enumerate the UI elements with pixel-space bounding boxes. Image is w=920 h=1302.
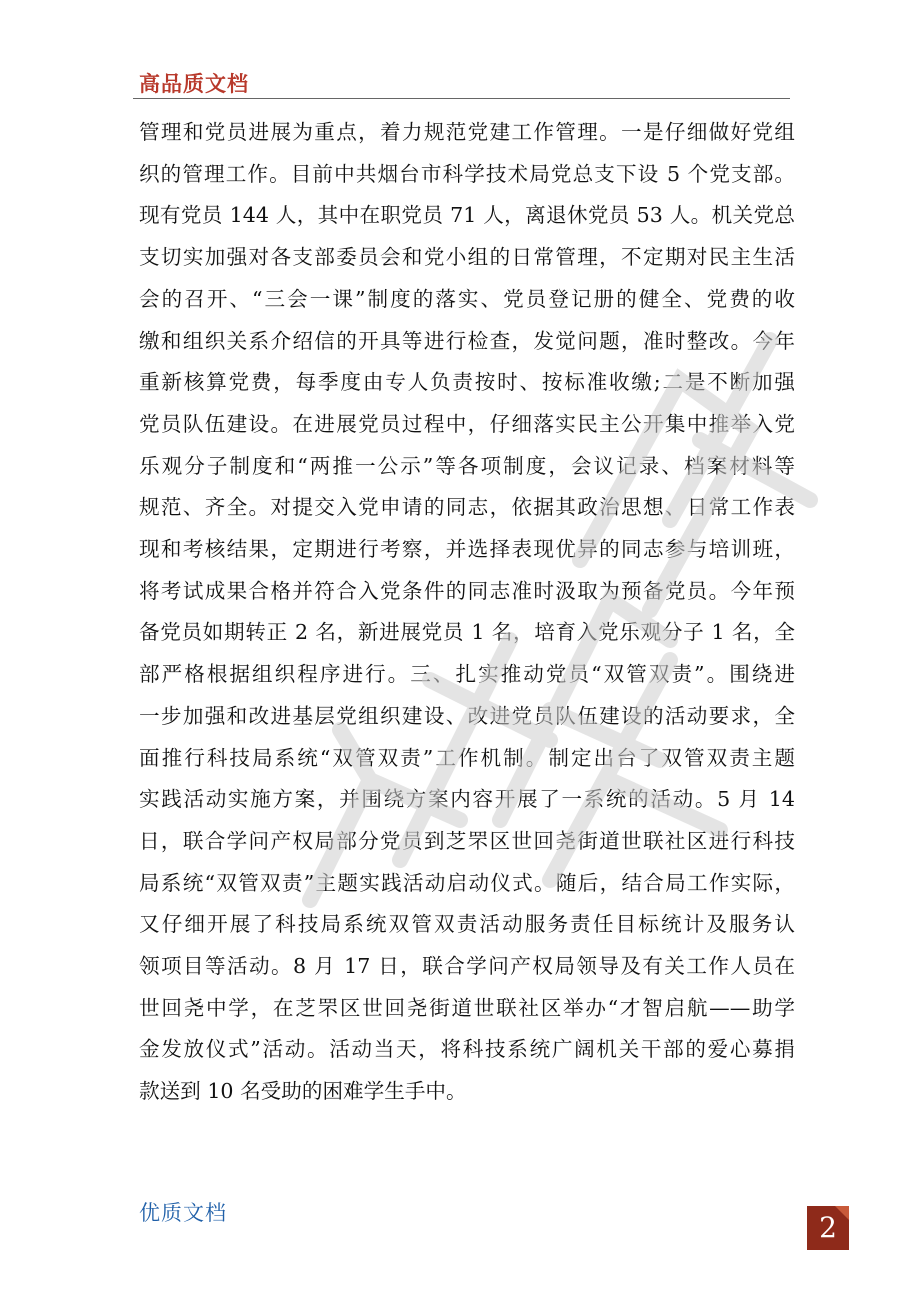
badge-corner-accent <box>835 1206 849 1220</box>
text-line: 领项目等活动。8 月 17 日，联合学问产权局领导及有关工作人员在 <box>139 954 795 979</box>
page-number: 2 <box>819 1211 837 1244</box>
text-line: 世回尧中学，在芝罘区世回尧街道世联社区举办“才智启航——助学 <box>139 995 795 1020</box>
footer-title: 优质文档 <box>139 1201 227 1225</box>
text-line: 管理和党员进展为重点，着力规范党建工作管理。一是仔细做好党组 <box>139 120 795 144</box>
text-line: 党员队伍建设。在进展党员过程中，仔细落实民主公开集中推举入党 <box>139 411 795 436</box>
text-line: 乐观分子制度和“两推一公示”等各项制度，会议记录、档案材料等 <box>139 453 795 478</box>
header-title: 高品质文档 <box>139 72 249 96</box>
text-line: 面推行科技局系统“双管双责”工作机制。制定出台了双管双责主题 <box>139 745 795 770</box>
text-line: 会的召开、“三会一课”制度的落实、党员登记册的健全、党费的收 <box>139 286 795 311</box>
header-divider <box>133 98 790 99</box>
text-line: 局系统“双管双责”主题实践活动启动仪式。随后，结合局工作实际， <box>139 870 795 895</box>
text-line: 一步加强和改进基层党组织建设、改进党员队伍建设的活动要求，全 <box>139 703 795 728</box>
text-line: 现有党员 144 人，其中在职党员 71 人，离退休党员 53 人。机关党总 <box>139 203 795 228</box>
text-line: 支切实加强对各支部委员会和党小组的日常管理，不定期对民主生活 <box>139 245 795 270</box>
text-line: 备党员如期转正 2 名，新进展党员 1 名，培育入党乐观分子 1 名，全 <box>139 620 795 645</box>
text-line: 又仔细开展了科技局系统双管双责活动服务责任目标统计及服务认 <box>139 912 795 937</box>
text-line: 缴和组织关系介绍信的开具等进行检查，发觉问题，准时整改。今年 <box>139 328 795 353</box>
text-line: 现和考核结果，定期进行考察，并选择表现优异的同志参与培训班， <box>139 537 795 562</box>
text-line: 实践活动实施方案，并围绕方案内容开展了一系统的活动。5 月 14 <box>139 787 795 812</box>
text-line: 织的管理工作。目前中共烟台市科学技术局党总支下设 5 个党支部。 <box>139 161 795 186</box>
text-line: 将考试成果合格并符合入党条件的同志准时汲取为预备党员。今年预 <box>139 578 795 603</box>
text-line: 日，联合学问产权局部分党员到芝罘区世回尧街道世联社区进行科技 <box>139 828 795 853</box>
text-line: 金发放仪式”活动。活动当天，将科技系统广阔机关干部的爱心募捐 <box>139 1037 795 1062</box>
text-line: 部严格根据组织程序进行。三、扎实推动党员“双管双责”。围绕进 <box>139 662 795 687</box>
page-number-badge <box>807 1206 849 1250</box>
text-line: 规范、齐全。对提交入党申请的同志，依据其政治思想、日常工作表 <box>139 495 795 520</box>
text-line: 重新核算党费，每季度由专人负责按时、按标准收缴;二是不断加强 <box>139 370 795 395</box>
body-text <box>139 112 795 1113</box>
text-line: 款送到 10 名受助的困难学生手中。 <box>139 1079 467 1104</box>
